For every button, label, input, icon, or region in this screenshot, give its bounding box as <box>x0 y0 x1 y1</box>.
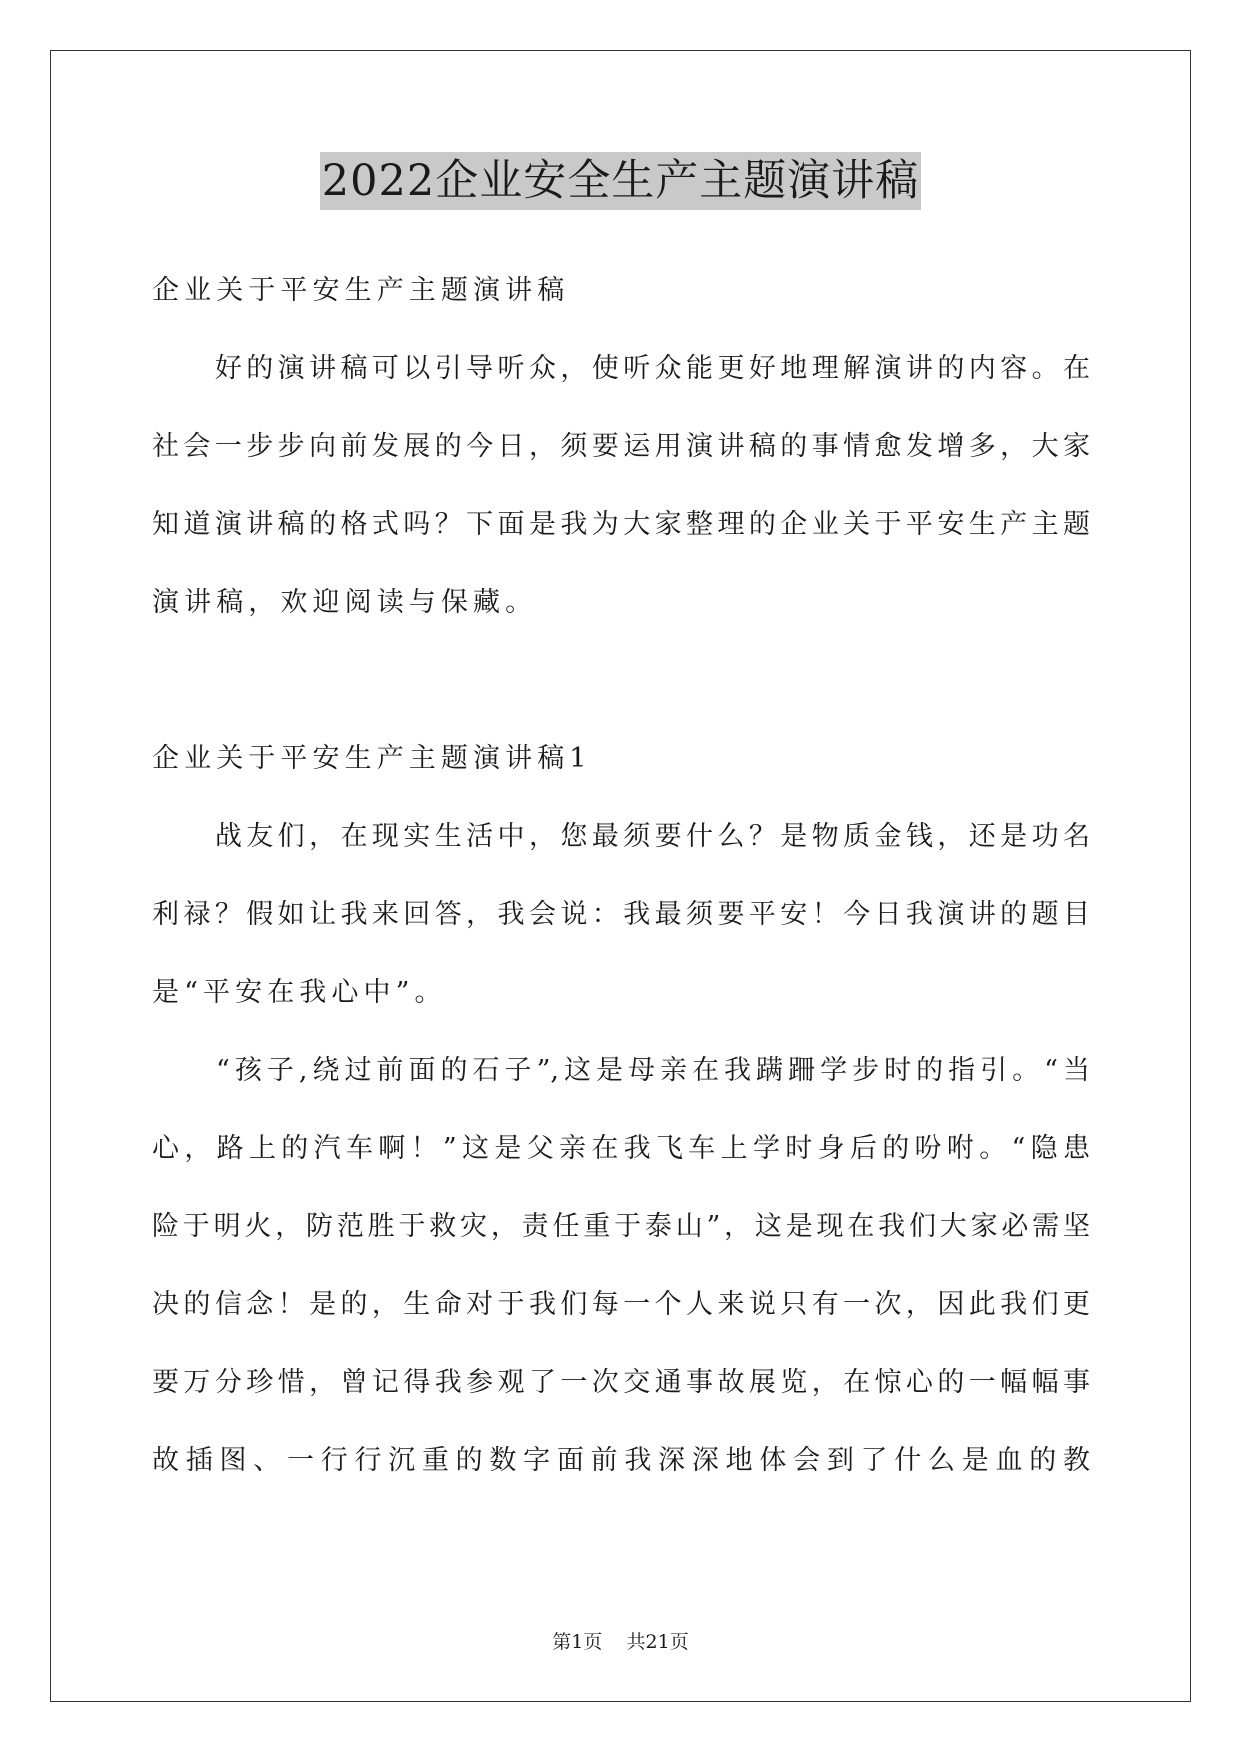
body-line: 故插图、一行行沉重的数字面前我深深地体会到了什么是血的教 <box>152 1445 1090 1476</box>
title-container <box>0 152 1241 210</box>
body-line: 险于明火，防范胜于救灾，责任重于泰山”，这是现在我们大家必需坚 <box>152 1211 1090 1242</box>
body-line: 知道演讲稿的格式吗？下面是我为大家整理的企业关于平安生产主题 <box>152 509 1090 540</box>
document-body <box>152 252 1090 1500</box>
body-line: 利禄？假如让我来回答，我会说：我最须要平安！今日我演讲的题目 <box>152 899 1090 930</box>
document-title: 2022企业安全生产主题演讲稿 <box>320 152 921 210</box>
body-line: “孩子,绕过前面的石子”,这是母亲在我蹒跚学步时的指引。“当 <box>152 1055 1090 1086</box>
body-line: 心，路上的汽车啊！”这是父亲在我飞车上学时身后的吩咐。“隐患 <box>152 1133 1090 1164</box>
body-line: 战友们，在现实生活中，您最须要什么？是物质金钱，还是功名 <box>152 821 1090 852</box>
body-line: 好的演讲稿可以引导听众，使听众能更好地理解演讲的内容。在 <box>152 353 1090 384</box>
body-line: 社会一步步向前发展的今日，须要运用演讲稿的事情愈发增多，大家 <box>152 431 1090 462</box>
blank-line <box>152 642 1090 720</box>
section-heading: 企业关于平安生产主题演讲稿 <box>152 275 570 306</box>
body-line: 是“平安在我心中”。 <box>152 977 447 1008</box>
page-number: 第1页 <box>552 1631 603 1653</box>
body-line: 演讲稿，欢迎阅读与保藏。 <box>152 587 538 618</box>
page-total: 共21页 <box>626 1631 689 1653</box>
page-footer <box>0 1627 1241 1654</box>
body-line: 决的信念！是的，生命对于我们每一个人来说只有一次，因此我们更 <box>152 1289 1090 1320</box>
section-heading: 企业关于平安生产主题演讲稿1 <box>152 743 592 774</box>
body-line: 要万分珍惜，曾记得我参观了一次交通事故展览，在惊心的一幅幅事 <box>152 1367 1090 1398</box>
